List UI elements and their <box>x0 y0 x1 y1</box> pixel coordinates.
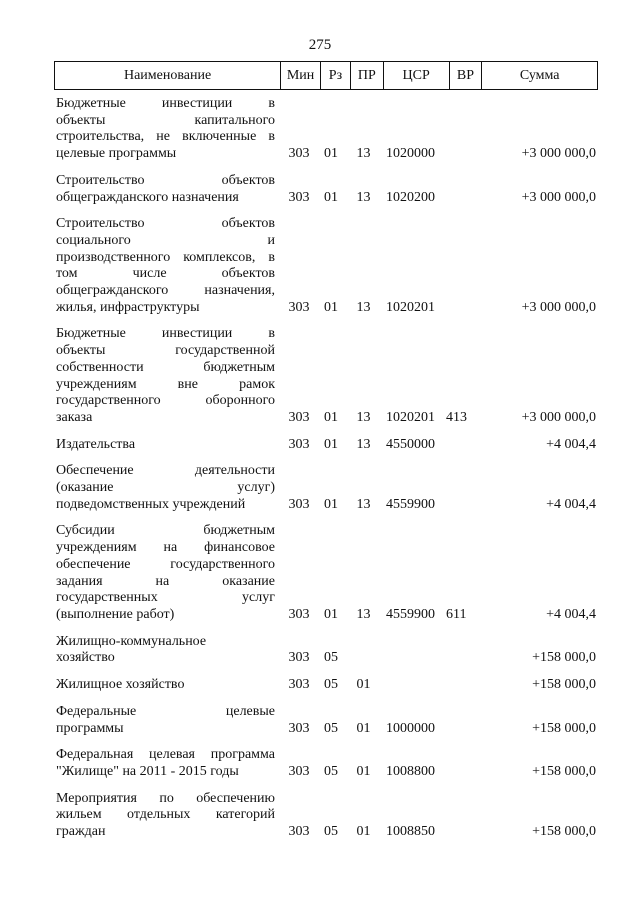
table-body <box>56 96 596 851</box>
table-row <box>56 704 596 737</box>
row-rz: 05 <box>324 650 338 666</box>
row-rz: 05 <box>324 720 338 736</box>
table-row <box>56 463 596 513</box>
row-rz: 05 <box>324 763 338 779</box>
row-name <box>56 677 275 694</box>
row-name <box>56 704 275 737</box>
row-min: 303 <box>288 763 310 779</box>
table-row <box>56 747 596 780</box>
row-min: 303 <box>288 189 310 205</box>
table-header <box>54 61 598 90</box>
row-name <box>56 747 275 780</box>
row-name-line: граждан <box>56 824 106 840</box>
row-csr: 1008850 <box>386 824 435 840</box>
row-name-line: учреждениям вне рамок <box>56 376 275 392</box>
row-name-line: Федеральные целевые <box>56 703 275 719</box>
row-sum: +158 000,0 <box>532 677 596 693</box>
row-sum: +158 000,0 <box>532 763 596 779</box>
row-min: 303 <box>288 720 310 736</box>
row-name-line: объекты государственной <box>56 343 275 359</box>
row-name-line: Субсидии бюджетным <box>56 523 275 539</box>
row-rz: 01 <box>324 146 338 162</box>
row-name-line: собственности бюджетным <box>56 359 275 375</box>
row-pr: 13 <box>356 496 371 512</box>
row-name-line: Мероприятия по обеспечению <box>56 790 275 806</box>
header-min: Мин <box>281 62 321 89</box>
header-sum: Сумма <box>519 67 560 83</box>
row-name-line: строительства, не включенные в <box>56 129 275 145</box>
row-name-line: Жилищное хозяйство <box>56 677 185 693</box>
row-rz: 01 <box>324 606 338 622</box>
header-csr: ЦСР <box>384 62 450 89</box>
row-min: 303 <box>288 146 310 162</box>
page-number: 275 <box>308 37 332 53</box>
row-min: 303 <box>288 409 310 425</box>
row-min: 303 <box>288 436 310 452</box>
header-pr: ПР <box>351 62 384 89</box>
row-name <box>56 523 275 623</box>
row-name-line: общегражданского назначения, <box>56 283 275 299</box>
row-sum: +158 000,0 <box>532 720 596 736</box>
row-vr: 611 <box>446 606 467 622</box>
row-name-line: "Жилище" на 2011 - 2015 годы <box>56 763 239 779</box>
row-name-line: программы <box>56 720 124 736</box>
row-csr: 1000000 <box>386 720 435 736</box>
row-name <box>56 463 275 513</box>
row-name-line: производственного комплексов, в <box>56 249 275 265</box>
row-min: 303 <box>288 299 310 315</box>
row-sum: +4 004,4 <box>546 606 596 622</box>
row-pr: 13 <box>356 409 371 425</box>
row-name <box>56 437 275 454</box>
row-rz: 05 <box>324 824 338 840</box>
row-sum: +3 000 000,0 <box>521 299 596 315</box>
row-name-line: Жилищно-коммунальное <box>56 633 207 649</box>
row-min: 303 <box>288 677 310 693</box>
row-min: 303 <box>288 606 310 622</box>
table-row <box>56 437 596 454</box>
row-min: 303 <box>288 496 310 512</box>
row-name-line: подведомственных учреждений <box>56 496 246 512</box>
row-csr: 1020201 <box>386 299 435 315</box>
row-sum: +4 004,4 <box>546 496 596 512</box>
row-name <box>56 326 275 426</box>
row-rz: 01 <box>324 436 338 452</box>
table-row <box>56 677 596 694</box>
row-min: 303 <box>288 824 310 840</box>
row-name-line: учреждениям на финансовое <box>56 540 275 556</box>
row-pr: 13 <box>356 299 371 315</box>
row-name-line: Строительство объектов <box>56 216 275 232</box>
row-name-line: Издательства <box>56 436 136 452</box>
row-rz: 01 <box>324 496 338 512</box>
row-sum: +3 000 000,0 <box>521 146 596 162</box>
row-name-line: обеспечение государственного <box>56 556 275 572</box>
row-csr: 4559900 <box>386 496 435 512</box>
row-name <box>56 791 275 841</box>
row-name <box>56 634 275 667</box>
table-row <box>56 216 596 316</box>
row-name-line: жилья, инфраструктуры <box>56 299 200 315</box>
row-csr: 1020200 <box>386 189 435 205</box>
row-sum: +158 000,0 <box>532 824 596 840</box>
row-csr: 1008800 <box>386 763 435 779</box>
row-csr: 4559900 <box>386 606 435 622</box>
row-name-line: (выполнение работ) <box>56 606 175 622</box>
row-name-line: Бюджетные инвестиции в <box>56 96 275 111</box>
row-vr: 413 <box>446 409 467 425</box>
row-name-line: Федеральная целевая программа <box>56 747 275 763</box>
table-row <box>56 523 596 623</box>
row-min: 303 <box>288 650 310 666</box>
row-pr: 01 <box>356 720 371 736</box>
row-pr: 13 <box>356 189 371 205</box>
row-name-line: заказа <box>56 409 93 425</box>
row-name-line: объекты капитального <box>56 112 275 128</box>
row-pr: 01 <box>356 824 371 840</box>
row-sum: +3 000 000,0 <box>521 409 596 425</box>
row-pr: 13 <box>356 606 371 622</box>
table-row <box>56 634 596 667</box>
header-name: Наименование <box>55 62 281 89</box>
row-sum: +158 000,0 <box>532 650 596 666</box>
row-name-line: задания на оказание <box>56 573 275 589</box>
row-name-line: Бюджетные инвестиции в <box>56 326 275 342</box>
row-name-line: жильем отдельных категорий <box>56 807 275 823</box>
row-name-line: Обеспечение деятельности <box>56 463 275 479</box>
row-name-line: хозяйство <box>56 650 115 666</box>
row-pr: 13 <box>356 436 371 452</box>
row-name <box>56 96 275 163</box>
row-pr: 01 <box>356 677 371 693</box>
row-name-line: государственных услуг <box>56 590 275 606</box>
row-csr: 1020201 <box>386 409 435 425</box>
table-row <box>56 173 596 206</box>
table-row <box>56 96 596 163</box>
row-csr: 4550000 <box>386 436 435 452</box>
row-name-line: социального и <box>56 232 275 248</box>
header-rz: Рз <box>321 62 351 89</box>
row-sum: +3 000 000,0 <box>521 189 596 205</box>
row-name-line: Строительство объектов <box>56 172 275 188</box>
row-name-line: том числе объектов <box>56 266 275 282</box>
row-pr: 01 <box>356 763 371 779</box>
row-rz: 01 <box>324 409 338 425</box>
row-name <box>56 173 275 206</box>
header-vr: ВР <box>450 62 483 89</box>
row-sum: +4 004,4 <box>546 436 596 452</box>
row-name <box>56 216 275 316</box>
row-rz: 01 <box>324 299 338 315</box>
row-pr: 13 <box>356 146 371 162</box>
row-rz: 01 <box>324 189 338 205</box>
row-csr: 1020000 <box>386 146 435 162</box>
row-name-line: общегражданского назначения <box>56 189 239 205</box>
row-name-line: государственного оборонного <box>56 393 275 409</box>
row-name-line: (оказание услуг) <box>56 480 275 496</box>
row-name-line: целевые программы <box>56 146 177 162</box>
table-row <box>56 326 596 426</box>
row-rz: 05 <box>324 677 338 693</box>
table-row <box>56 791 596 841</box>
